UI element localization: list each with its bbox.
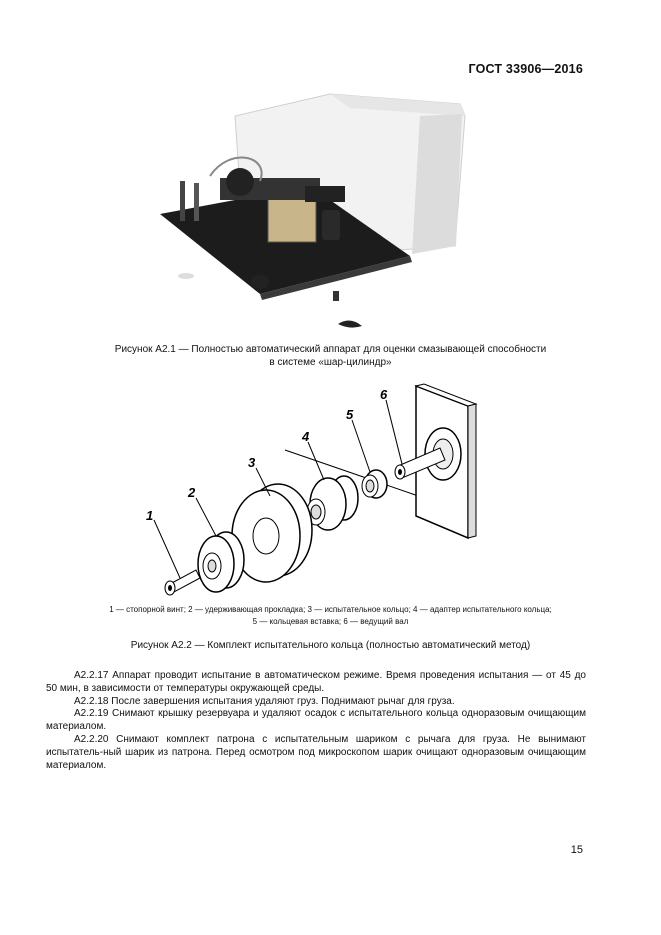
legend-line2: 5 — кольцевая вставка; 6 — ведущий вал bbox=[252, 617, 409, 626]
figure-a2-2-legend bbox=[48, 604, 613, 628]
paragraph-a2-2-17: А2.2.17 Аппарат проводит испытание в автоматическом режиме. Время проведения испытания — от 45 до 50 мин, в зависимости от температуры окружающей среды. bbox=[46, 670, 586, 694]
callout-4: 4 bbox=[302, 429, 310, 444]
ring-assembly-diagram bbox=[140, 380, 490, 612]
paragraph-a2-2-18: А2.2.18 После завершения испытания удаляют груз. Поднимают рычаг для груза. bbox=[74, 695, 455, 707]
paragraph-a2-2-19: А2.2.19 Снимают крышку резервуара и удаляют осадок с испытательного кольца одноразовым очищающим материалом. bbox=[46, 708, 586, 733]
document-header: ГОСТ 33906—2016 bbox=[468, 62, 583, 76]
page-number: 15 bbox=[570, 844, 583, 856]
callout-5: 5 bbox=[346, 407, 354, 422]
figure-a2-1-caption-line2: в системе «шар-цилиндр» bbox=[269, 356, 392, 368]
callout-6: 6 bbox=[380, 387, 388, 402]
paragraph-a2-2-20: А2.2.20 Снимают комплект патрона с испытательным шариком с рычага для груза. Не вынимают испытатель-ный шарик из патрона. Перед осмотром под микроскопом шарик очищают одноразовым очищающим материалом. bbox=[46, 733, 586, 771]
callout-3: 3 bbox=[248, 455, 256, 470]
figure-a2-1-caption bbox=[0, 344, 661, 369]
body-text bbox=[46, 670, 586, 772]
figure-a2-1-caption-line1: Рисунок А2.1 — Полностью автоматический аппарат для оценки смазывающей способности bbox=[114, 344, 547, 355]
callout-1: 1 bbox=[146, 508, 154, 523]
apparatus-illustration bbox=[150, 86, 510, 341]
callout-2: 2 bbox=[188, 485, 196, 500]
legend-line1: 1 — стопорной винт; 2 — удерживающая прокладка; 3 — испытательное кольцо; 4 — адаптер испытательного кольца; bbox=[109, 605, 552, 614]
figure-a2-2-caption: Рисунок А2.2 — Комплект испытательного кольца (полностью автоматический метод) bbox=[130, 640, 531, 651]
